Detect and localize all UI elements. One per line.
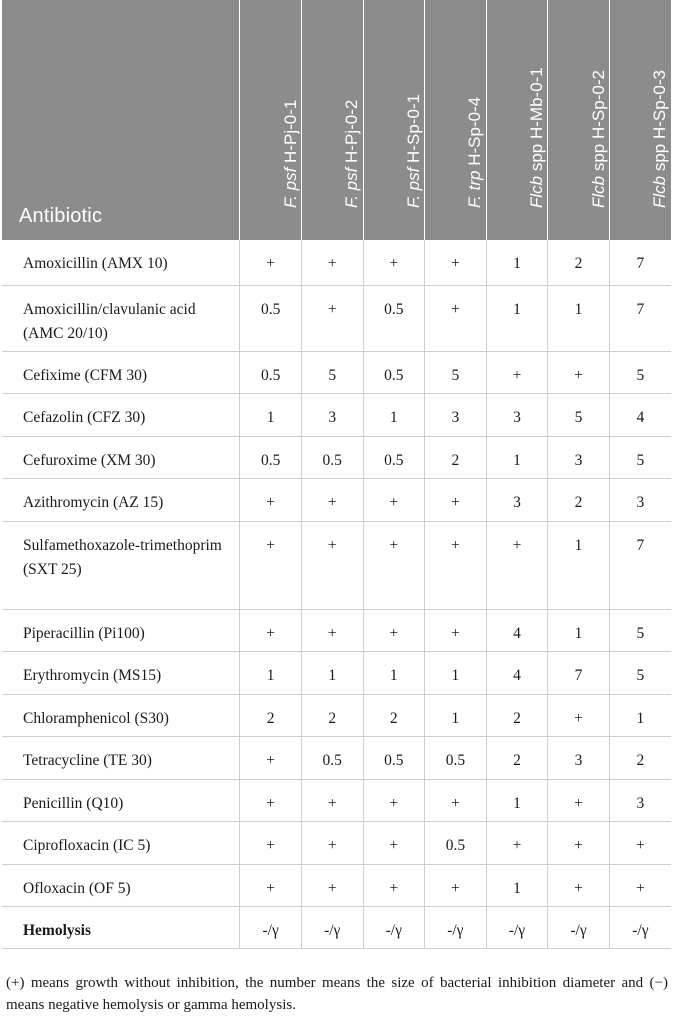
- value-cell: 1: [609, 694, 671, 736]
- value-cell: 2: [486, 694, 548, 736]
- table-row: [2, 864, 671, 906]
- value-cell: 2: [425, 436, 487, 478]
- column-header-strain-5: [486, 0, 548, 240]
- column-header-strain-7: [609, 0, 671, 240]
- value-cell: +: [425, 779, 487, 821]
- antibiotic-name-cell: Piperacillin (Pi100): [2, 609, 240, 651]
- value-cell: -/γ: [548, 906, 610, 948]
- value-cell: +: [301, 240, 363, 285]
- strain-id: spp H-Sp-0-2: [588, 70, 608, 176]
- value-cell: 1: [486, 436, 548, 478]
- table-row: [2, 240, 671, 285]
- value-cell: -/γ: [363, 906, 425, 948]
- antibiotic-name-cell: Chloramphenicol (S30): [2, 694, 240, 736]
- value-cell: +: [486, 521, 548, 609]
- value-cell: +: [301, 609, 363, 651]
- value-cell: 2: [363, 694, 425, 736]
- value-cell: 3: [548, 736, 610, 779]
- value-cell: 0.5: [240, 351, 302, 393]
- antibiotic-name-cell: Azithromycin (AZ 15): [2, 478, 240, 521]
- value-cell: 1: [425, 694, 487, 736]
- value-cell: +: [548, 821, 610, 864]
- value-cell: 0.5: [425, 821, 487, 864]
- value-cell: +: [425, 609, 487, 651]
- value-cell: +: [363, 779, 425, 821]
- value-cell: +: [486, 351, 548, 393]
- strain-genus: F. psf: [280, 167, 300, 208]
- table-row: [2, 651, 671, 694]
- value-cell: 3: [609, 779, 671, 821]
- table-row: [2, 779, 671, 821]
- value-cell: 3: [486, 478, 548, 521]
- antibiotic-name-cell: Ofloxacin (OF 5): [2, 864, 240, 906]
- value-cell: 0.5: [363, 285, 425, 351]
- value-cell: 1: [240, 651, 302, 694]
- antibiotic-name-cell: Cefixime (CFM 30): [2, 351, 240, 393]
- value-cell: 3: [486, 393, 548, 436]
- value-cell: +: [425, 240, 487, 285]
- value-cell: +: [301, 285, 363, 351]
- value-cell: +: [363, 609, 425, 651]
- antibiotic-name-cell: Ciprofloxacin (IC 5): [2, 821, 240, 864]
- table-body: [2, 240, 671, 948]
- strain-genus: Flcb: [650, 175, 670, 208]
- value-cell: -/γ: [425, 906, 487, 948]
- value-cell: 3: [425, 393, 487, 436]
- value-cell: 1: [363, 651, 425, 694]
- antibiotic-name-cell: Hemolysis: [2, 906, 240, 948]
- strain-genus: F. psf: [403, 167, 423, 208]
- value-cell: 0.5: [363, 436, 425, 478]
- value-cell: +: [240, 521, 302, 609]
- value-cell: 2: [301, 694, 363, 736]
- table-row: [2, 285, 671, 351]
- column-header-antibiotic: [2, 0, 240, 240]
- value-cell: 7: [548, 651, 610, 694]
- antibiotic-name-cell: Sulfamethoxazole-trimethoprim (SXT 25): [2, 521, 240, 609]
- strain-id: spp H-Sp-0-3: [650, 70, 670, 176]
- value-cell: +: [363, 521, 425, 609]
- strain-id: spp H-Mb-0-1: [526, 67, 546, 176]
- strain-id: H-Pj-0-2: [342, 99, 362, 168]
- value-cell: 0.5: [240, 285, 302, 351]
- value-cell: +: [425, 521, 487, 609]
- value-cell: 1: [486, 864, 548, 906]
- column-header-strain-2: [301, 0, 363, 240]
- value-cell: 0.5: [240, 436, 302, 478]
- table-row: [2, 694, 671, 736]
- value-cell: +: [486, 821, 548, 864]
- value-cell: +: [609, 864, 671, 906]
- value-cell: +: [425, 285, 487, 351]
- strain-id: H-Sp-0-4: [465, 96, 485, 171]
- value-cell: 1: [486, 285, 548, 351]
- value-cell: -/γ: [240, 906, 302, 948]
- strain-id: H-Sp-0-1: [403, 93, 423, 168]
- column-header-strain-1: [240, 0, 302, 240]
- column-header-strain-4: [425, 0, 487, 240]
- value-cell: 3: [548, 436, 610, 478]
- value-cell: 3: [609, 478, 671, 521]
- value-cell: +: [240, 478, 302, 521]
- value-cell: +: [240, 779, 302, 821]
- value-cell: +: [301, 521, 363, 609]
- value-cell: +: [425, 478, 487, 521]
- value-cell: 5: [548, 393, 610, 436]
- value-cell: +: [548, 864, 610, 906]
- antibiotic-name-cell: Erythromycin (MS15): [2, 651, 240, 694]
- column-header-strain-6: [548, 0, 610, 240]
- value-cell: 5: [301, 351, 363, 393]
- value-cell: 1: [548, 521, 610, 609]
- value-cell: 4: [486, 609, 548, 651]
- value-cell: 1: [301, 651, 363, 694]
- antibiotic-table: [2, 0, 671, 949]
- table-footnote: (+) means growth without inhibition, the number means the size of bacterial inhibition diameter and (−) means negative hemolysis or gamma hemolysis.: [6, 975, 668, 1013]
- antibiotic-name-cell: Cefazolin (CFZ 30): [2, 393, 240, 436]
- value-cell: 2: [486, 736, 548, 779]
- value-cell: 5: [609, 651, 671, 694]
- table-row: [2, 906, 671, 948]
- strain-id: H-Pj-0-1: [280, 99, 300, 168]
- value-cell: +: [363, 864, 425, 906]
- value-cell: 2: [548, 478, 610, 521]
- antibiotic-name-cell: Amoxicillin (AMX 10): [2, 240, 240, 285]
- table-row: [2, 821, 671, 864]
- value-cell: 0.5: [301, 436, 363, 478]
- value-cell: -/γ: [609, 906, 671, 948]
- value-cell: 1: [486, 240, 548, 285]
- value-cell: +: [548, 351, 610, 393]
- table-row: [2, 736, 671, 779]
- table-row: [2, 478, 671, 521]
- antibiotic-name-cell: Tetracycline (TE 30): [2, 736, 240, 779]
- table-row: [2, 436, 671, 478]
- value-cell: -/γ: [301, 906, 363, 948]
- antibiotic-name-cell: Amoxicillin/clavulanic acid (AMC 20/10): [2, 285, 240, 351]
- antibiotic-name-cell: Penicillin (Q10): [2, 779, 240, 821]
- value-cell: 2: [609, 736, 671, 779]
- value-cell: 3: [301, 393, 363, 436]
- value-cell: 4: [609, 393, 671, 436]
- value-cell: 5: [609, 609, 671, 651]
- strain-genus: F. psf: [342, 167, 362, 208]
- value-cell: +: [240, 864, 302, 906]
- value-cell: 1: [240, 393, 302, 436]
- strain-genus: Flcb: [588, 175, 608, 208]
- strain-genus: Flcb: [526, 175, 546, 208]
- value-cell: 0.5: [363, 351, 425, 393]
- value-cell: 5: [609, 351, 671, 393]
- value-cell: 1: [486, 779, 548, 821]
- table-row: [2, 521, 671, 609]
- value-cell: 7: [609, 521, 671, 609]
- value-cell: 2: [548, 240, 610, 285]
- value-cell: 5: [425, 351, 487, 393]
- header-row: [2, 0, 671, 240]
- table-row: [2, 393, 671, 436]
- value-cell: +: [363, 478, 425, 521]
- value-cell: +: [301, 864, 363, 906]
- value-cell: +: [240, 240, 302, 285]
- value-cell: 1: [548, 285, 610, 351]
- value-cell: +: [548, 779, 610, 821]
- value-cell: +: [363, 240, 425, 285]
- value-cell: 5: [609, 436, 671, 478]
- antibiotic-name-cell: Cefuroxime (XM 30): [2, 436, 240, 478]
- value-cell: +: [548, 694, 610, 736]
- value-cell: +: [425, 864, 487, 906]
- value-cell: 7: [609, 240, 671, 285]
- value-cell: 2: [240, 694, 302, 736]
- value-cell: +: [301, 779, 363, 821]
- table-row: [2, 609, 671, 651]
- value-cell: +: [609, 821, 671, 864]
- value-cell: -/γ: [486, 906, 548, 948]
- column-header-strain-3: [363, 0, 425, 240]
- value-cell: +: [301, 821, 363, 864]
- value-cell: 1: [363, 393, 425, 436]
- value-cell: 4: [486, 651, 548, 694]
- value-cell: 0.5: [425, 736, 487, 779]
- value-cell: 0.5: [363, 736, 425, 779]
- value-cell: +: [240, 821, 302, 864]
- value-cell: +: [363, 821, 425, 864]
- value-cell: 0.5: [301, 736, 363, 779]
- strain-genus: F. trp: [465, 170, 485, 208]
- table-row: [2, 351, 671, 393]
- value-cell: 7: [609, 285, 671, 351]
- value-cell: +: [240, 736, 302, 779]
- value-cell: +: [240, 609, 302, 651]
- value-cell: +: [301, 478, 363, 521]
- column-header-label: Antibiotic: [19, 205, 103, 227]
- value-cell: 1: [548, 609, 610, 651]
- value-cell: 1: [425, 651, 487, 694]
